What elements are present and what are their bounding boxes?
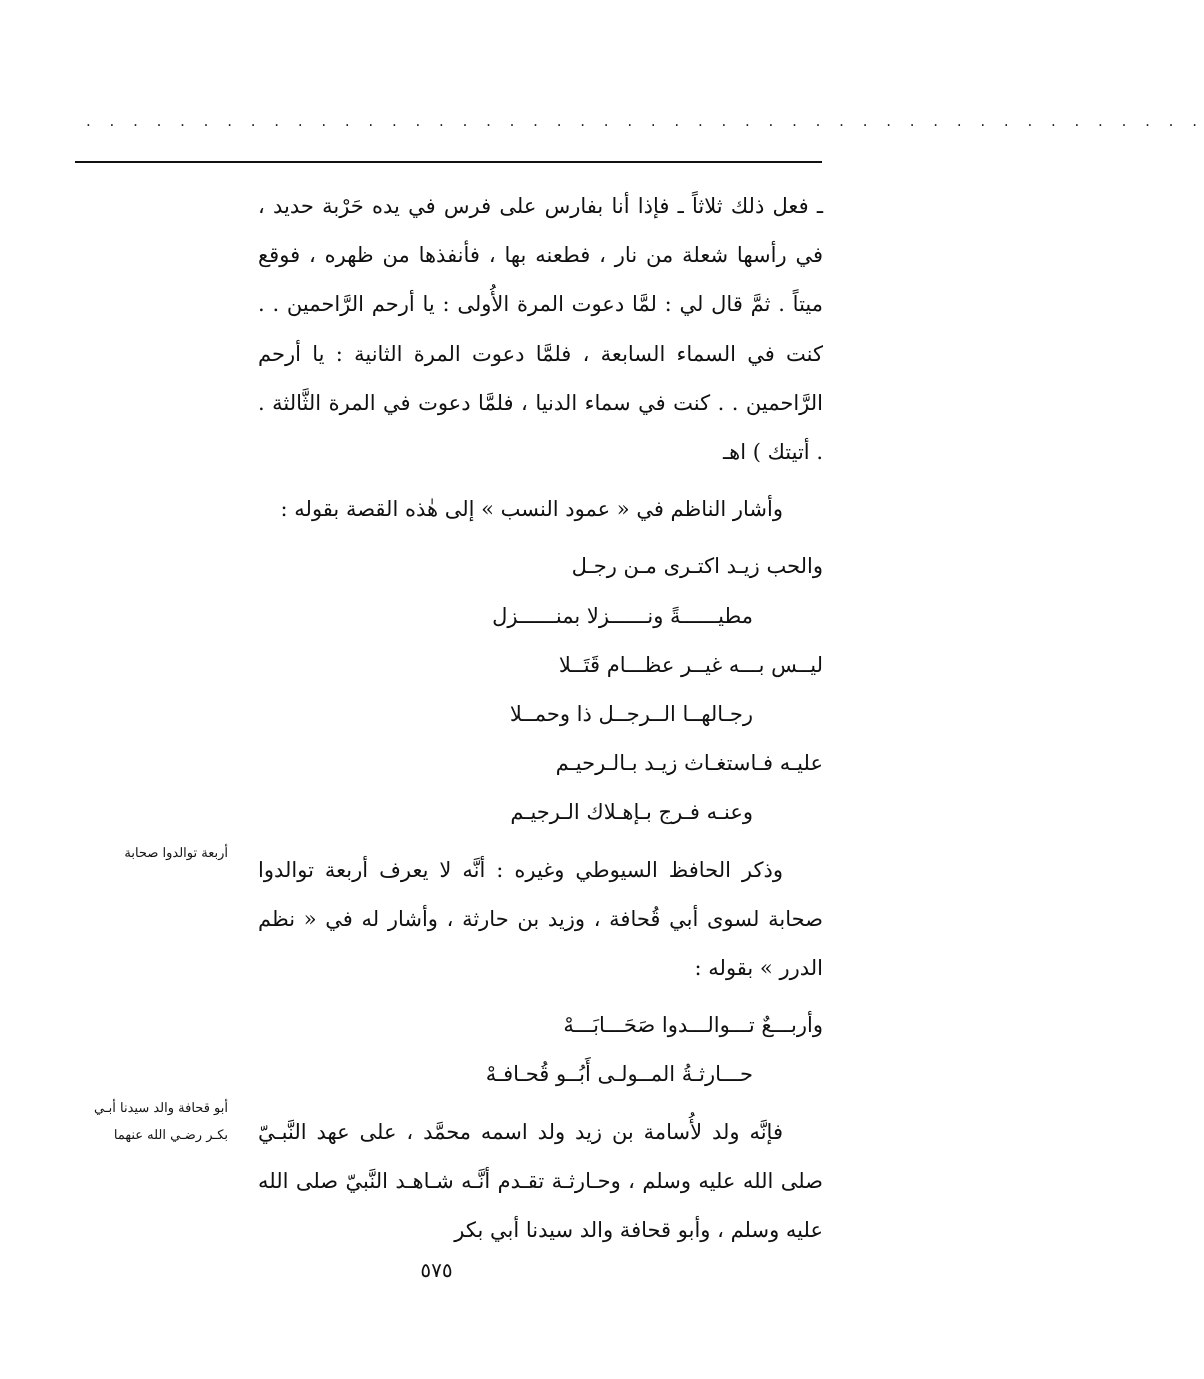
paragraph-3: وذكر الحافظ السيوطي وغيره : أنَّه لا يعرف أربعة توالدوا صحابة لسوى أبي قُحافة ، وزيد بن حارثة ، وأشار له في « نظم الدرر » بقوله :: [258, 857, 823, 981]
header-dotted-line: . . . . . . . . . . . . . . . . . . . . . . . . . . . . . . . . . . . . . . . . . . . . . . . .: [86, 112, 1204, 130]
header-rule: [75, 161, 822, 163]
paragraph-4: فإنَّه ولد لأُسامة بن زيد ولد اسمه محمَّد ، على عهد النَّبـيّ صلى الله عليه وسلم ، وحـارثـة تقـدم أنَّـه شـاهـد النَّبيّ صلى الله عليه وسلم ، وأبو قحافة والد سيدنا أبي بكر: [258, 1119, 823, 1243]
margin-note: أربعة توالدوا صحابة: [124, 846, 228, 861]
verse-line: رجـالهــا الــرجــل ذا وحمــلا: [509, 702, 753, 727]
margin-note: أبو قحافة والد سيدنا أبـي بكـر رضـي الله عنهما: [94, 1101, 228, 1143]
verse-line: عليـه فـاستغـاث زيـد بـالـرحيـم: [555, 751, 823, 776]
paragraph-2: وأشار الناظم في « عمود النسب » إلى هٰذه القصة بقوله :: [280, 497, 783, 522]
verse-line: والحب زيـد اكتـرى مـن رجـل: [571, 554, 823, 579]
verse-line: ليــس بـــه غيــر عظـــام قَتَــلا: [558, 652, 823, 677]
verse-line: حـــارثـةُ المــولـى أَبُــو قُحـافـهْ: [485, 1062, 753, 1087]
main-text: [258, 182, 823, 1255]
paragraph-1: ـ فعل ذلك ثلاثاً ـ فإذا أنا بفارس على فرس في يده حَرْبة حديد ، في رأسها شعلة من نار ، فطعنه بها ، فأنفذها من ظهره ، فوقع ميتاً . ثمَّ قال لي : لمَّا دعوت المرة الأُولى : يا أرحم الرَّاحمين . . كنت في السماء السابعة ، فلمَّا دعوت المرة الثانية : يا أرحم الرَّاحمين . . كنت في سماء الدنيا ، فلمَّا دعوت في المرة الثَّالثة . . أتيتك ) اهـ: [258, 194, 823, 465]
verse-line: وعنـه فـرج بـإهـلاك الـرجيـم: [510, 800, 753, 825]
verse-line: مطيــــــةً ونــــــزلا بمنــــــزل: [492, 603, 753, 628]
verse-line: وأربـــعٌ تـــوالـــدوا صَحَـــابَـــهْ: [563, 1013, 823, 1038]
page-number: ٥٧٥: [420, 1258, 453, 1282]
